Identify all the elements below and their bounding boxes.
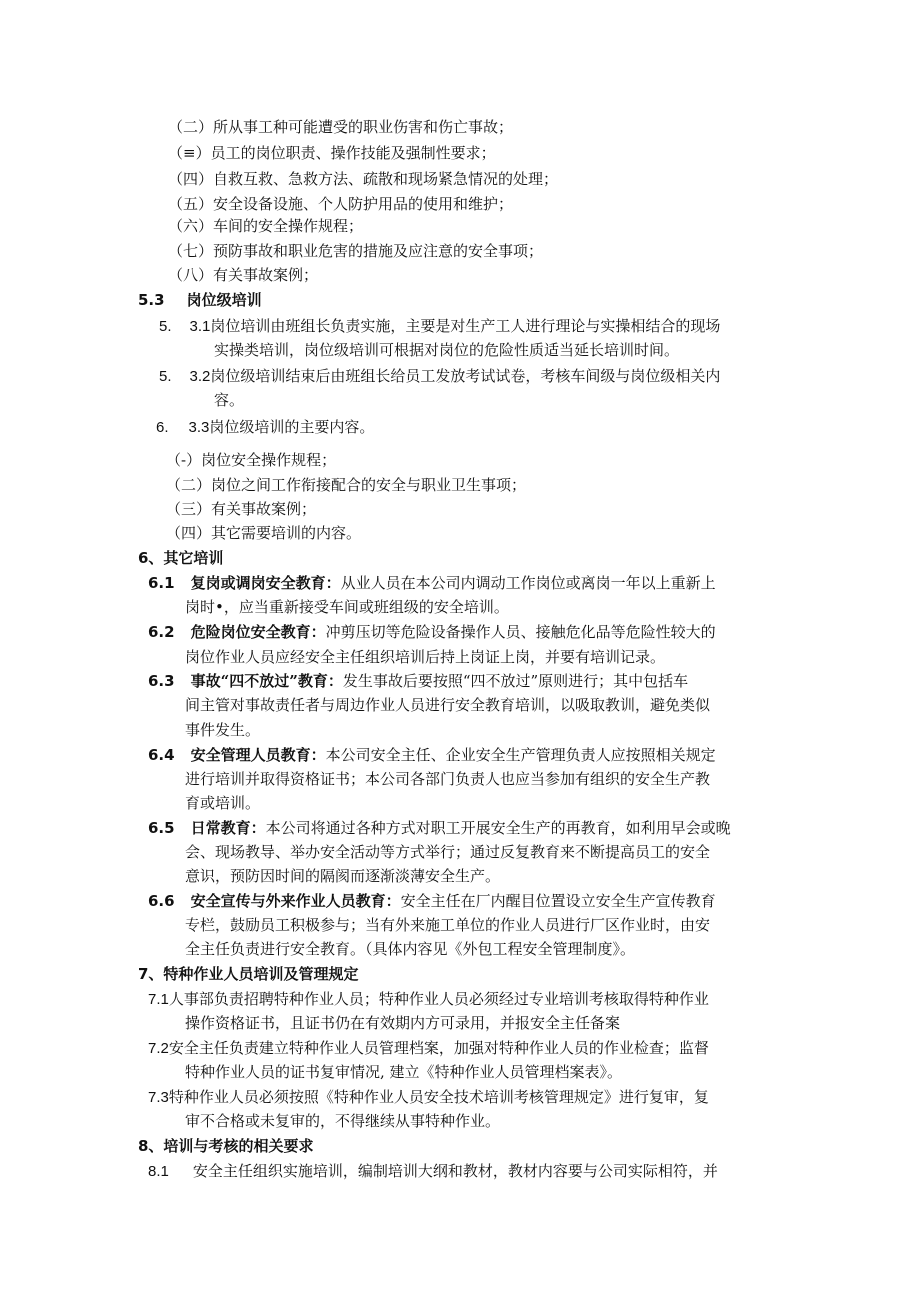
clause-6-5-line1: 6.5 日常教育：本公司将通过各种方式对职工开展安全生产的再教育，如利用早会或晚 [148,819,731,837]
clause-title: 日常教育： [190,819,266,837]
section-heading-5-3 [138,290,262,310]
clause-title: 事故“四不放过”教育： [190,672,343,690]
clause-number: 6.6 [148,892,175,910]
clause-number: 7.3 [148,1089,169,1106]
clause-number: 7.2 [148,1040,169,1057]
clause-title: 复岗或调岗安全教育： [190,574,341,592]
clause-6-3-line3: 事件发生。 [185,721,261,739]
list-item: （七）预防事故和职业危害的措施及应注意的安全事项； [168,242,544,260]
section-number: 5.3 [138,291,165,309]
clause-5-3-2-line2: 容。 [214,391,245,409]
list-item: （五）安全设备设施、个人防护用品的使用和维护； [168,195,514,213]
clause-6-6-line3: 全主任负责进行安全教育。（具体内容见《外包工程安全管理制度》。 [185,940,636,958]
clause-5-3-2-line1: 5. 3.2岗位级培训结束后由班组长给员工发放考试试卷，考核车间级与岗位级相关内 [159,367,721,385]
clause-8-1-line1: 8.1 安全主任组织实施培训，编制培训大纲和教材，教材内容要与公司实际相符，并 [148,1162,718,1180]
clause-7-1-line1: 7.1人事部负责招聘特种作业人员；特种作业人员必须经过专业培训考核取得特种作业 [148,990,709,1008]
section-heading-6: 6、其它培训 [138,549,224,567]
list-item: （≡）员工的岗位职责、操作技能及强制性要求； [168,144,496,162]
clause-7-2-line2: 特种作业人员的证书复审情况, 建立《特种作业人员管理档案表》。 [185,1063,623,1081]
clause-number: 7.1 [148,991,169,1008]
section-heading-7: 7、特种作业人员培训及管理规定 [138,965,359,983]
clause-6-3-line2: 间主管对事故责任者与周边作业人员进行安全教育培训，以吸取教训，避免类似 [185,696,711,714]
clause-6-4-line2: 进行培训并取得资格证书；本公司各部门负责人也应当参加有组织的安全生产教 [185,770,711,788]
list-item: （-）岗位安全操作规程； [166,451,337,469]
clause-5-3-1-line1: 5. 3.1岗位培训由班组长负责实施，主要是对生产工人进行理论与实操相结合的现场 [159,317,721,335]
clause-7-1-line2: 操作资格证书，且证书仍在有效期内方可录用，并报安全主任备案 [185,1014,621,1032]
clause-number: 6.2 [148,623,175,641]
clause-number: 6.5 [148,819,175,837]
clause-6-4-line1: 6.4 安全管理人员教育：本公司安全主任、企业安全生产管理负责人应按照相关规定 [148,746,716,764]
clause-6-3-line1: 6.3 事故“四不放过”教育：发生事故后要按照“四不放过”原则进行；其中包括车 [148,672,689,690]
list-item: （四）自救互救、急救方法、疏散和现场紧急情况的处理； [168,170,559,188]
list-item: （三）有关事故案例； [166,500,317,518]
clause-5-3-1-line2: 实操类培训，岗位级培训可根据对岗位的危险性质适当延长培训时间。 [214,341,680,359]
clause-number: 8.1 [148,1163,169,1180]
section-heading-8: 8、培训与考核的相关要求 [138,1137,314,1155]
clause-title: 安全管理人员教育： [190,746,326,764]
clause-6-6-line2: 专栏，鼓励员工积极参与；当有外来施工单位的作业人员进行厂区作业时，由安 [185,916,711,934]
clause-title: 安全宣传与外来作业人员教育： [190,892,401,910]
clause-number: 6.3 [148,672,175,690]
clause-6-2-line2: 岗位作业人员应经安全主任组织培训后持上岗证上岗，并要有培训记录。 [185,648,666,666]
clause-number: 6.4 [148,746,175,764]
list-item: （二）所从事工种可能遭受的职业伤害和伤亡事故； [168,118,514,136]
clause-6-5-line3: 意识，预防因时间的隔阂而逐渐淡薄安全生产。 [185,867,501,885]
clause-6-4-line3: 育或培训。 [185,794,261,812]
clause-number: 6.1 [148,574,175,592]
clause-title: 危险岗位安全教育： [190,623,326,641]
clause-6-5-line2: 会、现场教导、举办安全活动等方式举行；通过反复教育来不断提高员工的安全 [185,843,711,861]
clause-7-3-line2: 审不合格或未复审的，不得继续从事特种作业。 [185,1112,501,1130]
clause-6-2-line1: 6.2 危险岗位安全教育：冲剪压切等危险设备操作人员、接触危化品等危险性较大的 [148,623,716,641]
list-item: （八）有关事故案例； [168,266,319,284]
clause-7-3-line1: 7.3特种作业人员必须按照《特种作业人员安全技术培训考核管理规定》进行复审，复 [148,1088,709,1106]
clause-6-1-line2: 岗时•，应当重新接受车间或班组级的安全培训。 [185,598,509,616]
clause-7-2-line1: 7.2安全主任负责建立特种作业人员管理档案，加强对特种作业人员的作业检查；监督 [148,1039,709,1057]
list-item: （六）车间的安全操作规程； [168,217,364,235]
clause-5-3-3: 6. 3.3岗位级培训的主要内容。 [156,418,375,436]
list-item: （四）其它需要培训的内容。 [166,524,362,542]
section-title: 岗位级培训 [186,291,262,309]
list-item: （二）岗位之间工作衔接配合的安全与职业卫生事项； [166,476,527,494]
clause-6-1-line1: 6.1 复岗或调岗安全教育：从业人员在本公司内调动工作岗位或离岗一年以上重新上 [148,574,716,592]
clause-6-6-line1: 6.6 安全宣传与外来作业人员教育：安全主任在厂内醒目位置设立安全生产宣传教育 [148,892,716,910]
